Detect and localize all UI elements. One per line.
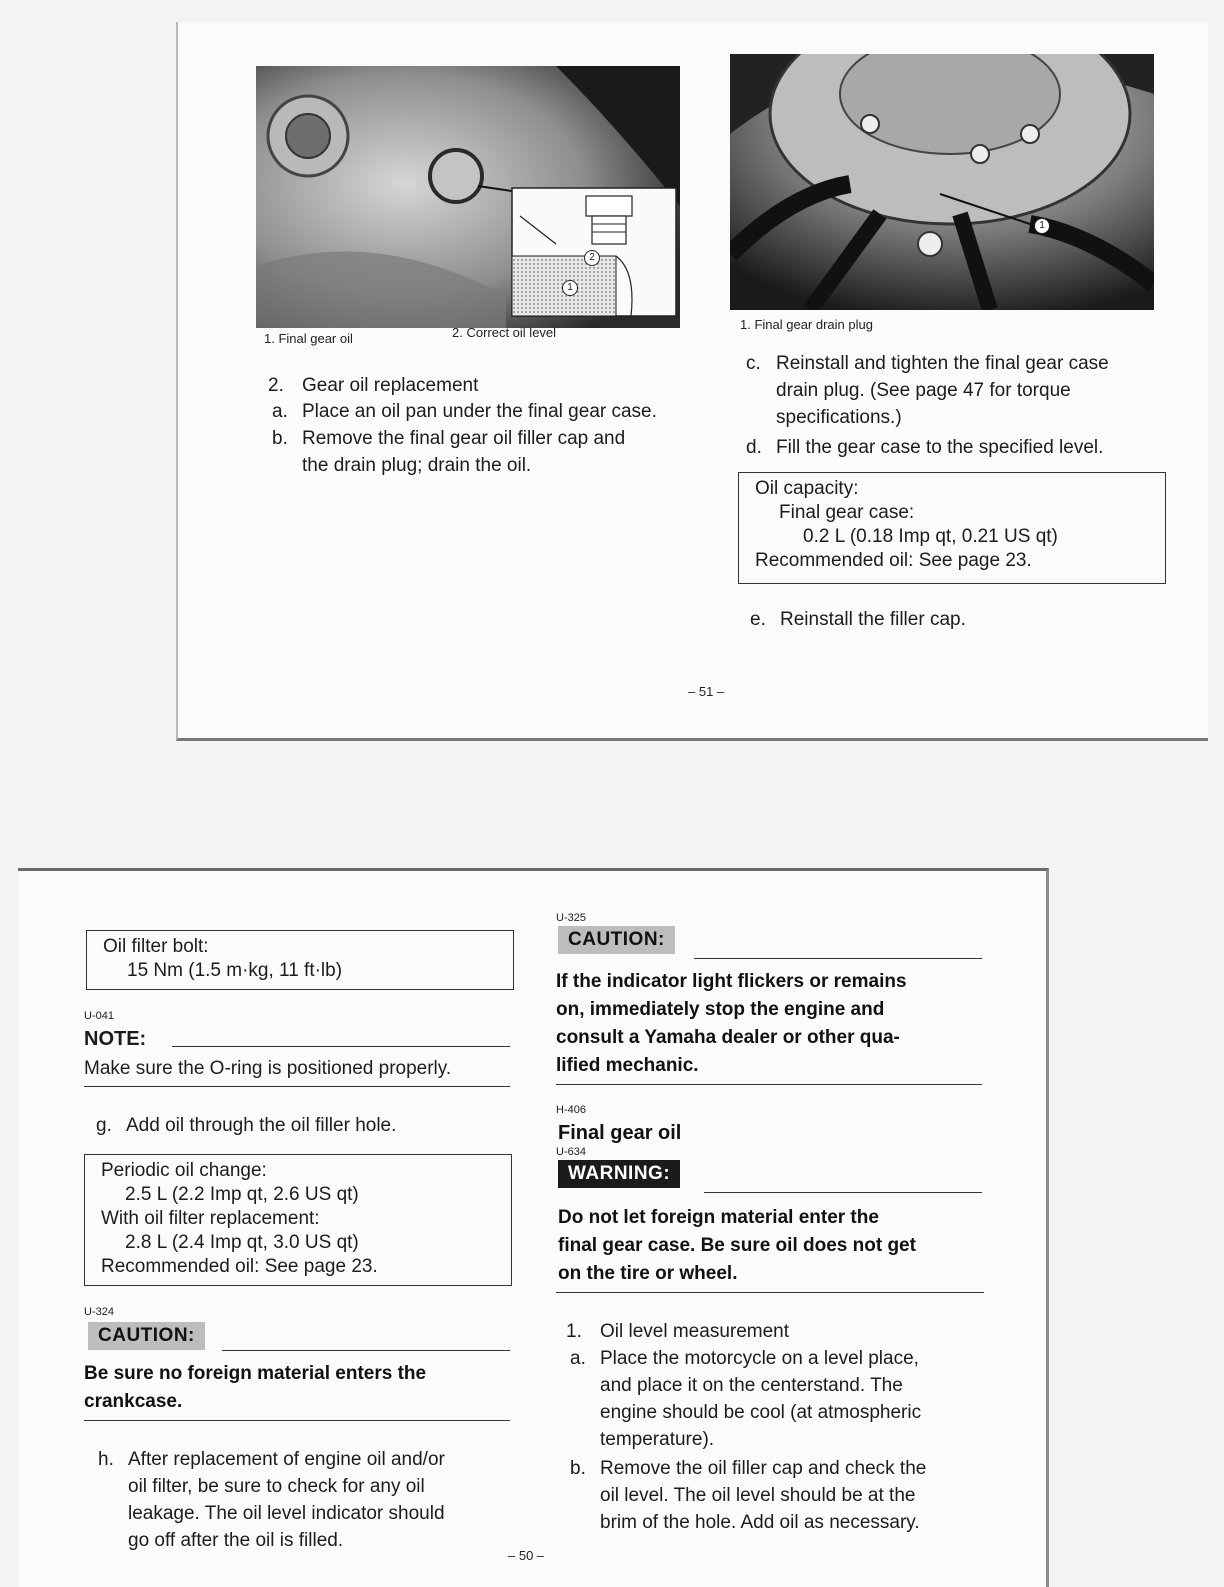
oil-capacity-box	[738, 472, 1166, 584]
caution-2-label-rule	[694, 958, 982, 959]
step-label: a.	[272, 401, 288, 422]
step-label: g.	[96, 1115, 112, 1136]
oil-filter-bolt-box	[86, 930, 514, 990]
page-number-51: – 51 –	[688, 684, 725, 699]
note-label-rule	[172, 1046, 510, 1047]
section-title-final-gear-oil: Final gear oil	[558, 1122, 682, 1144]
step-text-line-2: drain plug. (See page 47 for torque	[776, 380, 1071, 401]
oil-capacity-label: Oil capacity:	[755, 478, 859, 499]
periodic-oil-change-capacity: 2.5 L (2.2 Imp qt, 2.6 US qt)	[125, 1184, 359, 1205]
caution-1-line-1: Be sure no foreign material enters the	[84, 1363, 427, 1384]
photo-caption-final-gear-oil: 1. Final gear oil	[264, 331, 353, 346]
warning-bottom-rule	[556, 1292, 984, 1293]
step-text-line-3: leakage. The oil level indicator should	[128, 1503, 445, 1524]
step-text-line-1: Reinstall and tighten the final gear case	[776, 353, 1109, 374]
oil-filter-replacement-label: With oil filter replacement:	[101, 1208, 320, 1229]
warning-line-3: on the tire or wheel.	[558, 1263, 738, 1284]
callout-2: 2	[584, 250, 600, 266]
section-code: H-406	[556, 1104, 586, 1116]
step-text-line-2: oil level. The oil level should be at the	[600, 1485, 916, 1506]
step-number: 1.	[566, 1321, 582, 1342]
step-text-line-2: the drain plug; drain the oil.	[302, 455, 532, 476]
warning-text	[558, 1204, 916, 1288]
oil-change-box	[84, 1154, 512, 1286]
step-label: b.	[570, 1458, 586, 1479]
caution-2-line-4: lified mechanic.	[556, 1055, 699, 1076]
caution-1-code: U-324	[84, 1306, 114, 1318]
caution-2-label: CAUTION:	[558, 926, 675, 954]
oil-filter-bolt-torque: 15 Nm (1.5 m·kg, 11 ft·lb)	[127, 960, 343, 981]
warning-label: WARNING:	[558, 1160, 680, 1188]
warning-line-1: Do not let foreign material enter the	[558, 1207, 879, 1228]
step-text-line-1: Place the motorcycle on a level place,	[600, 1348, 919, 1369]
warning-line-2: final gear case. Be sure oil does not get	[558, 1235, 916, 1256]
step-number: 2.	[268, 375, 284, 396]
oil-filter-bolt-label: Oil filter bolt:	[103, 936, 209, 957]
recommended-oil: Recommended oil: See page 23.	[101, 1256, 378, 1277]
step-text-line-3: specifications.)	[776, 407, 902, 428]
step-text-line-2: and place it on the centerstand. The	[600, 1375, 903, 1396]
caution-2-code: U-325	[556, 912, 586, 924]
caution-1-text	[84, 1360, 426, 1416]
caution-1-line-2: crankcase.	[84, 1391, 183, 1412]
photo-caption-final-gear-drain-plug: 1. Final gear drain plug	[740, 317, 873, 332]
recommended-oil: Recommended oil: See page 23.	[755, 550, 1032, 571]
oil-filter-replacement-capacity: 2.8 L (2.4 Imp qt, 3.0 US qt)	[125, 1232, 359, 1253]
step-text-line-1: Remove the final gear oil filler cap and	[302, 428, 626, 449]
final-gear-oil-photo	[256, 66, 680, 328]
caution-1-label: CAUTION:	[88, 1322, 205, 1350]
step-label: e.	[750, 609, 766, 630]
periodic-oil-change-label: Periodic oil change:	[101, 1160, 267, 1181]
note-text: Make sure the O-ring is positioned properly.	[84, 1058, 452, 1079]
step-text: Place an oil pan under the final gear case.	[302, 401, 657, 422]
caution-2-bottom-rule	[556, 1084, 982, 1085]
step-text-line-2: oil filter, be sure to check for any oil	[128, 1476, 425, 1497]
note-bottom-rule	[84, 1086, 510, 1087]
step-label: c.	[746, 353, 761, 374]
step-text-line-3: engine should be cool (at atmospheric	[600, 1402, 922, 1423]
callout-1: 1	[562, 280, 578, 296]
warning-label-rule	[704, 1192, 982, 1193]
step-text: Oil level measurement	[600, 1321, 790, 1342]
photo-caption-correct-oil-level: 2. Correct oil level	[452, 325, 557, 340]
warning-code: U-634	[556, 1146, 586, 1158]
drain-plug-callout: 1	[1034, 218, 1050, 234]
step-text: Fill the gear case to the specified level.	[776, 437, 1104, 458]
caution-1-bottom-rule	[84, 1420, 510, 1421]
step-label: d.	[746, 437, 762, 458]
final-gear-drain-plug-photo	[730, 54, 1154, 310]
caution-1-label-rule	[222, 1350, 510, 1351]
step-label: h.	[98, 1449, 114, 1470]
final-gear-case-label: Final gear case:	[779, 502, 915, 523]
page-number-50: – 50 –	[508, 1548, 545, 1563]
final-gear-case-capacity: 0.2 L (0.18 Imp qt, 0.21 US qt)	[803, 526, 1058, 547]
step-label: a.	[570, 1348, 586, 1369]
step-text-line-1: After replacement of engine oil and/or	[128, 1449, 445, 1470]
step-text: Gear oil replacement	[302, 375, 479, 396]
step-text-line-4: go off after the oil is filled.	[128, 1530, 344, 1551]
note-label: NOTE:	[84, 1028, 147, 1050]
note-code: U-041	[84, 1010, 114, 1022]
step-text: Add oil through the oil filler hole.	[126, 1115, 397, 1136]
step-text: Reinstall the filler cap.	[780, 609, 966, 630]
caution-2-line-1: If the indicator light flickers or remains	[556, 971, 907, 992]
step-label: b.	[272, 428, 288, 449]
step-text-line-1: Remove the oil filler cap and check the	[600, 1458, 927, 1479]
step-text-line-4: temperature).	[600, 1429, 715, 1450]
caution-2-text	[556, 968, 907, 1080]
caution-2-line-3: consult a Yamaha dealer or other qua-	[556, 1027, 900, 1048]
step-text-line-3: brim of the hole. Add oil as necessary.	[600, 1512, 920, 1533]
caution-2-line-2: on, immediately stop the engine and	[556, 999, 885, 1020]
